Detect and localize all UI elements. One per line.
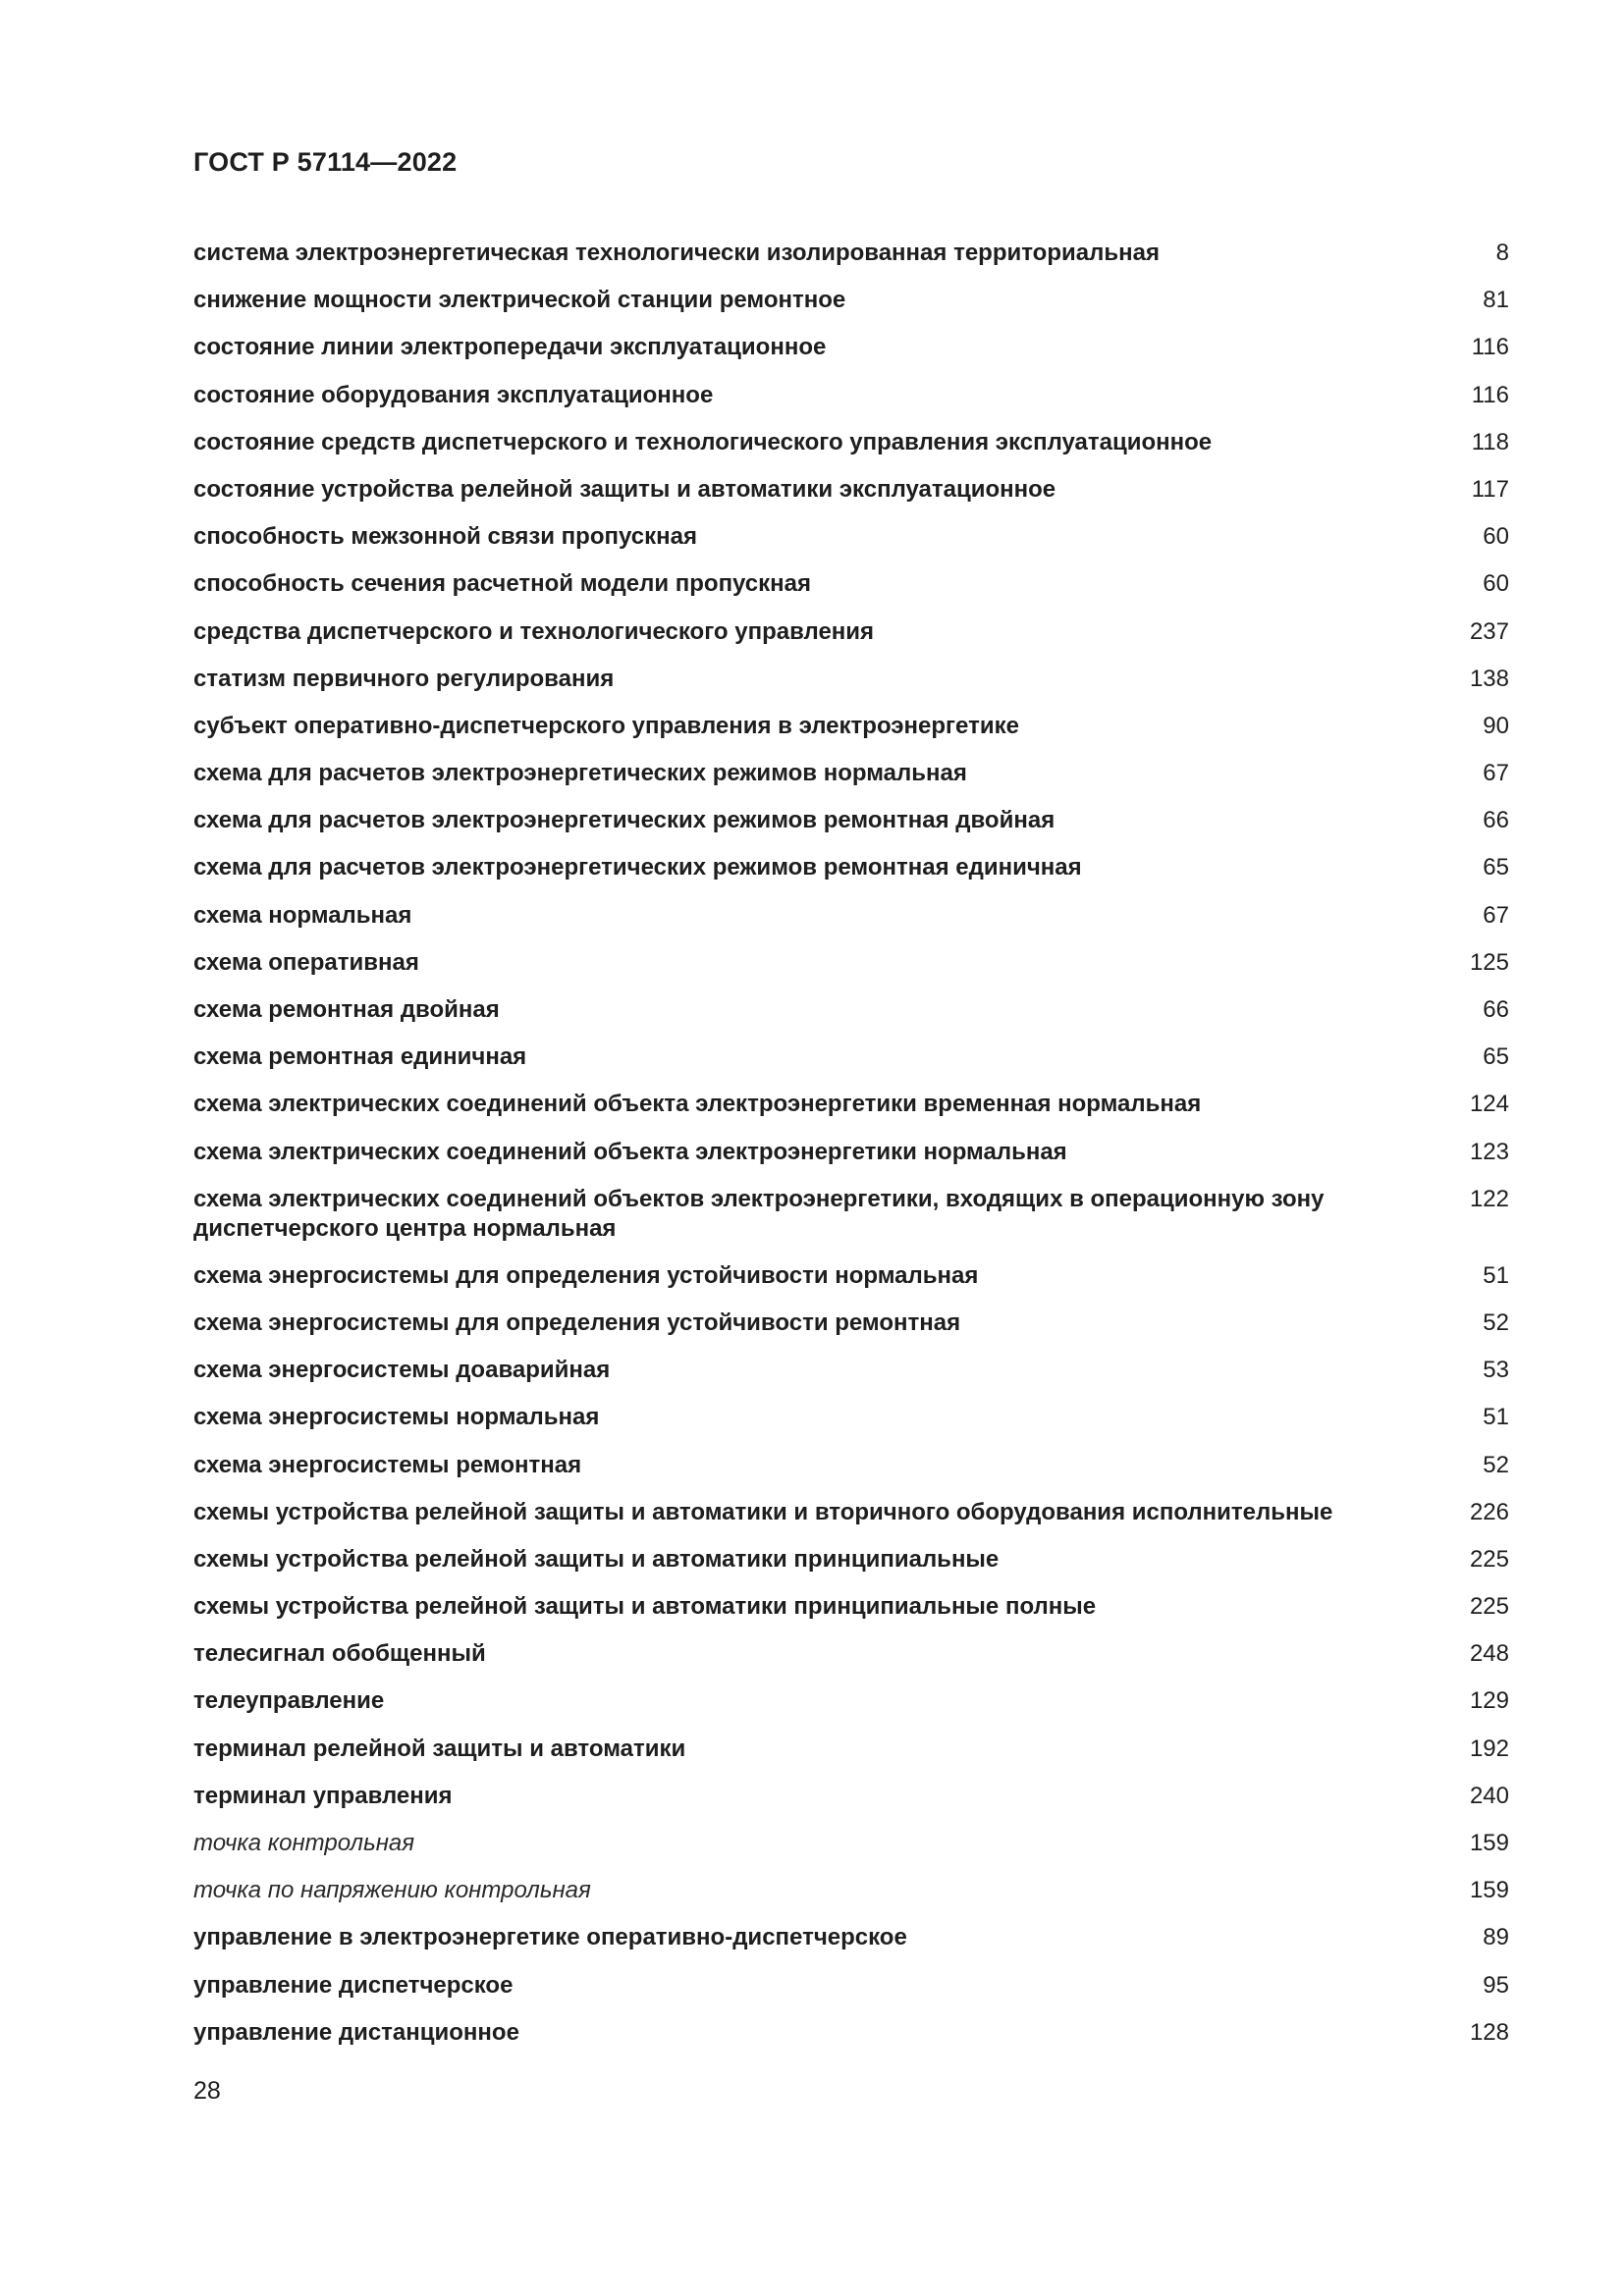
index-term: терминал релейной защиты и автоматики xyxy=(193,1735,686,1762)
document-header: ГОСТ Р 57114—2022 xyxy=(193,147,458,177)
page-number: 28 xyxy=(193,2077,221,2105)
index-term: точка контрольная xyxy=(193,1830,415,1856)
index-term: средства диспетчерского и технологического управления xyxy=(193,617,875,645)
index-page-reference: 66 xyxy=(1483,996,1509,1023)
index-term: состояние линии электропередачи эксплуатационное xyxy=(193,334,827,361)
index-entry xyxy=(193,1782,1509,1829)
index-term: схема для расчетов электроэнергетических режимов ремонтная единичная xyxy=(193,854,1082,881)
index-page-reference: 123 xyxy=(1469,1138,1509,1165)
index-page-reference: 60 xyxy=(1483,570,1509,598)
index-page-reference: 90 xyxy=(1483,712,1509,739)
index-entry xyxy=(193,1735,1509,1782)
index-term: схема оперативная xyxy=(193,948,419,976)
index-entry xyxy=(193,1042,1509,1090)
index-page-reference: 89 xyxy=(1483,1924,1509,1951)
index-entry xyxy=(193,1308,1509,1356)
index-page-reference: 51 xyxy=(1483,1404,1509,1431)
index-entry xyxy=(193,1451,1509,1498)
index-term: схема ремонтная единичная xyxy=(193,1043,527,1071)
index-entry xyxy=(193,1592,1509,1639)
index-term: снижение мощности электрической станции ремонтное xyxy=(193,287,846,314)
index-entry xyxy=(193,1261,1509,1308)
index-page-reference: 116 xyxy=(1471,381,1509,408)
index-page-reference: 125 xyxy=(1469,948,1509,976)
index-entry xyxy=(193,1545,1509,1592)
index-entry xyxy=(193,759,1509,806)
index-entry xyxy=(193,1639,1509,1686)
index-page-reference: 192 xyxy=(1469,1735,1509,1762)
index-entry xyxy=(193,1498,1509,1545)
index-term: субъект оперативно-диспетчерского управления в электроэнергетике xyxy=(193,712,1019,739)
index-term: управление в электроэнергетике оперативно-диспетчерское xyxy=(193,1924,907,1951)
index-term: схема электрических соединений объекта электроэнергетики нормальная xyxy=(193,1138,1067,1165)
index-term: телеуправление xyxy=(193,1687,385,1715)
index-page-reference: 95 xyxy=(1483,1971,1509,1999)
index-term: схема энергосистемы ремонтная xyxy=(193,1451,582,1478)
index-term: схема энергосистемы для определения устойчивости ремонтная xyxy=(193,1308,961,1336)
index-term: состояние средств диспетчерского и технологического управления эксплуатационное xyxy=(193,428,1213,455)
index-term: телесигнал обобщенный xyxy=(193,1640,486,1668)
index-entry xyxy=(193,239,1509,286)
index-page-reference: 116 xyxy=(1471,334,1509,361)
index-entry xyxy=(193,1090,1509,1137)
index-page-reference: 237 xyxy=(1469,617,1509,645)
index-page-reference: 122 xyxy=(1469,1185,1509,1212)
index-term: схемы устройства релейной защиты и автоматики принципиальные полные xyxy=(193,1593,1097,1621)
index-entry xyxy=(193,475,1509,522)
index-page-reference: 128 xyxy=(1469,2018,1509,2046)
index-entry xyxy=(193,665,1509,712)
index-term: состояние оборудования эксплуатационное xyxy=(193,381,714,408)
index-page-reference: 226 xyxy=(1469,1498,1509,1525)
index-page-reference: 51 xyxy=(1483,1261,1509,1289)
index-page-reference: 53 xyxy=(1483,1357,1509,1384)
index-entry xyxy=(193,806,1509,853)
index-term: состояние устройства релейной защиты и автоматики эксплуатационное xyxy=(193,475,1056,503)
index-term: терминал управления xyxy=(193,1782,453,1809)
index-term: схема для расчетов электроэнергетических режимов нормальная xyxy=(193,760,967,787)
index-term: схема энергосистемы нормальная xyxy=(193,1404,600,1431)
index-page-reference: 124 xyxy=(1469,1091,1509,1118)
index-page-reference: 248 xyxy=(1469,1640,1509,1668)
index-entry xyxy=(193,522,1509,569)
index-term: статизм первичного регулирования xyxy=(193,665,615,692)
index-entry xyxy=(193,1829,1509,1876)
index-entry xyxy=(193,286,1509,333)
index-entry xyxy=(193,901,1509,948)
index-term: способность межзонной связи пропускная xyxy=(193,523,697,551)
index-page-reference: 81 xyxy=(1483,287,1509,314)
index-entry xyxy=(193,1971,1509,2018)
index-page-reference: 67 xyxy=(1483,760,1509,787)
index-term: управление диспетчерское xyxy=(193,1971,514,1999)
index-page-reference: 225 xyxy=(1469,1545,1509,1573)
index-term: схема электрических соединений объекта электроэнергетики временная нормальная xyxy=(193,1091,1202,1118)
index-page-reference: 117 xyxy=(1471,475,1509,503)
index-term: управление дистанционное xyxy=(193,2018,519,2046)
index-term: схема энергосистемы доаварийная xyxy=(193,1357,611,1384)
index-entry xyxy=(193,1876,1509,1923)
index-page-reference: 67 xyxy=(1483,901,1509,929)
index-entry xyxy=(193,1138,1509,1185)
index-entry xyxy=(193,995,1509,1042)
index-page-reference: 129 xyxy=(1469,1687,1509,1715)
index-page-reference: 159 xyxy=(1469,1830,1509,1856)
index-term: схемы устройства релейной защиты и автоматики принципиальные xyxy=(193,1545,1000,1573)
index-entry xyxy=(193,712,1509,759)
index-page-reference: 138 xyxy=(1469,665,1509,692)
index-term: точка по напряжению контрольная xyxy=(193,1877,591,1904)
index-entry xyxy=(193,617,1509,665)
index-entry xyxy=(193,1686,1509,1734)
index-entry xyxy=(193,853,1509,900)
index-page-reference: 240 xyxy=(1469,1782,1509,1809)
index-entry xyxy=(193,948,1509,995)
index-page-reference: 52 xyxy=(1483,1451,1509,1478)
index-entry xyxy=(193,569,1509,616)
index-entry xyxy=(193,1923,1509,1970)
index-term: схема нормальная xyxy=(193,901,412,929)
index-page-reference: 8 xyxy=(1495,240,1509,266)
index-term: система электроэнергетическая технологически изолированная территориальная xyxy=(193,240,1160,266)
index-entry xyxy=(193,1403,1509,1450)
index-page-reference: 159 xyxy=(1469,1877,1509,1904)
index-page-reference: 60 xyxy=(1483,523,1509,551)
index-term: схемы устройства релейной защиты и автоматики и вторичного оборудования исполнительные xyxy=(193,1498,1333,1525)
index-entry xyxy=(193,1356,1509,1403)
index-page-reference: 52 xyxy=(1483,1308,1509,1336)
index-term: схема ремонтная двойная xyxy=(193,996,500,1023)
index-page-reference: 65 xyxy=(1483,854,1509,881)
index-page-reference: 118 xyxy=(1471,428,1509,455)
index-term: схема для расчетов электроэнергетических режимов ремонтная двойная xyxy=(193,807,1056,834)
index-term: схема электрических соединений объектов электроэнергетики, входящих в операционную зону диспетчерского центра нормальная xyxy=(193,1185,1325,1242)
index-entry xyxy=(193,428,1509,475)
index-entry xyxy=(193,1185,1509,1261)
index-entry xyxy=(193,2018,1509,2065)
index-entry xyxy=(193,381,1509,428)
index-term: схема энергосистемы для определения устойчивости нормальная xyxy=(193,1261,979,1289)
index-page-reference: 65 xyxy=(1483,1043,1509,1071)
index-term: способность сечения расчетной модели пропускная xyxy=(193,570,812,598)
index-page-reference: 66 xyxy=(1483,807,1509,834)
index-page-reference: 225 xyxy=(1469,1593,1509,1621)
alphabetical-index xyxy=(193,239,1509,2065)
index-entry xyxy=(193,333,1509,380)
